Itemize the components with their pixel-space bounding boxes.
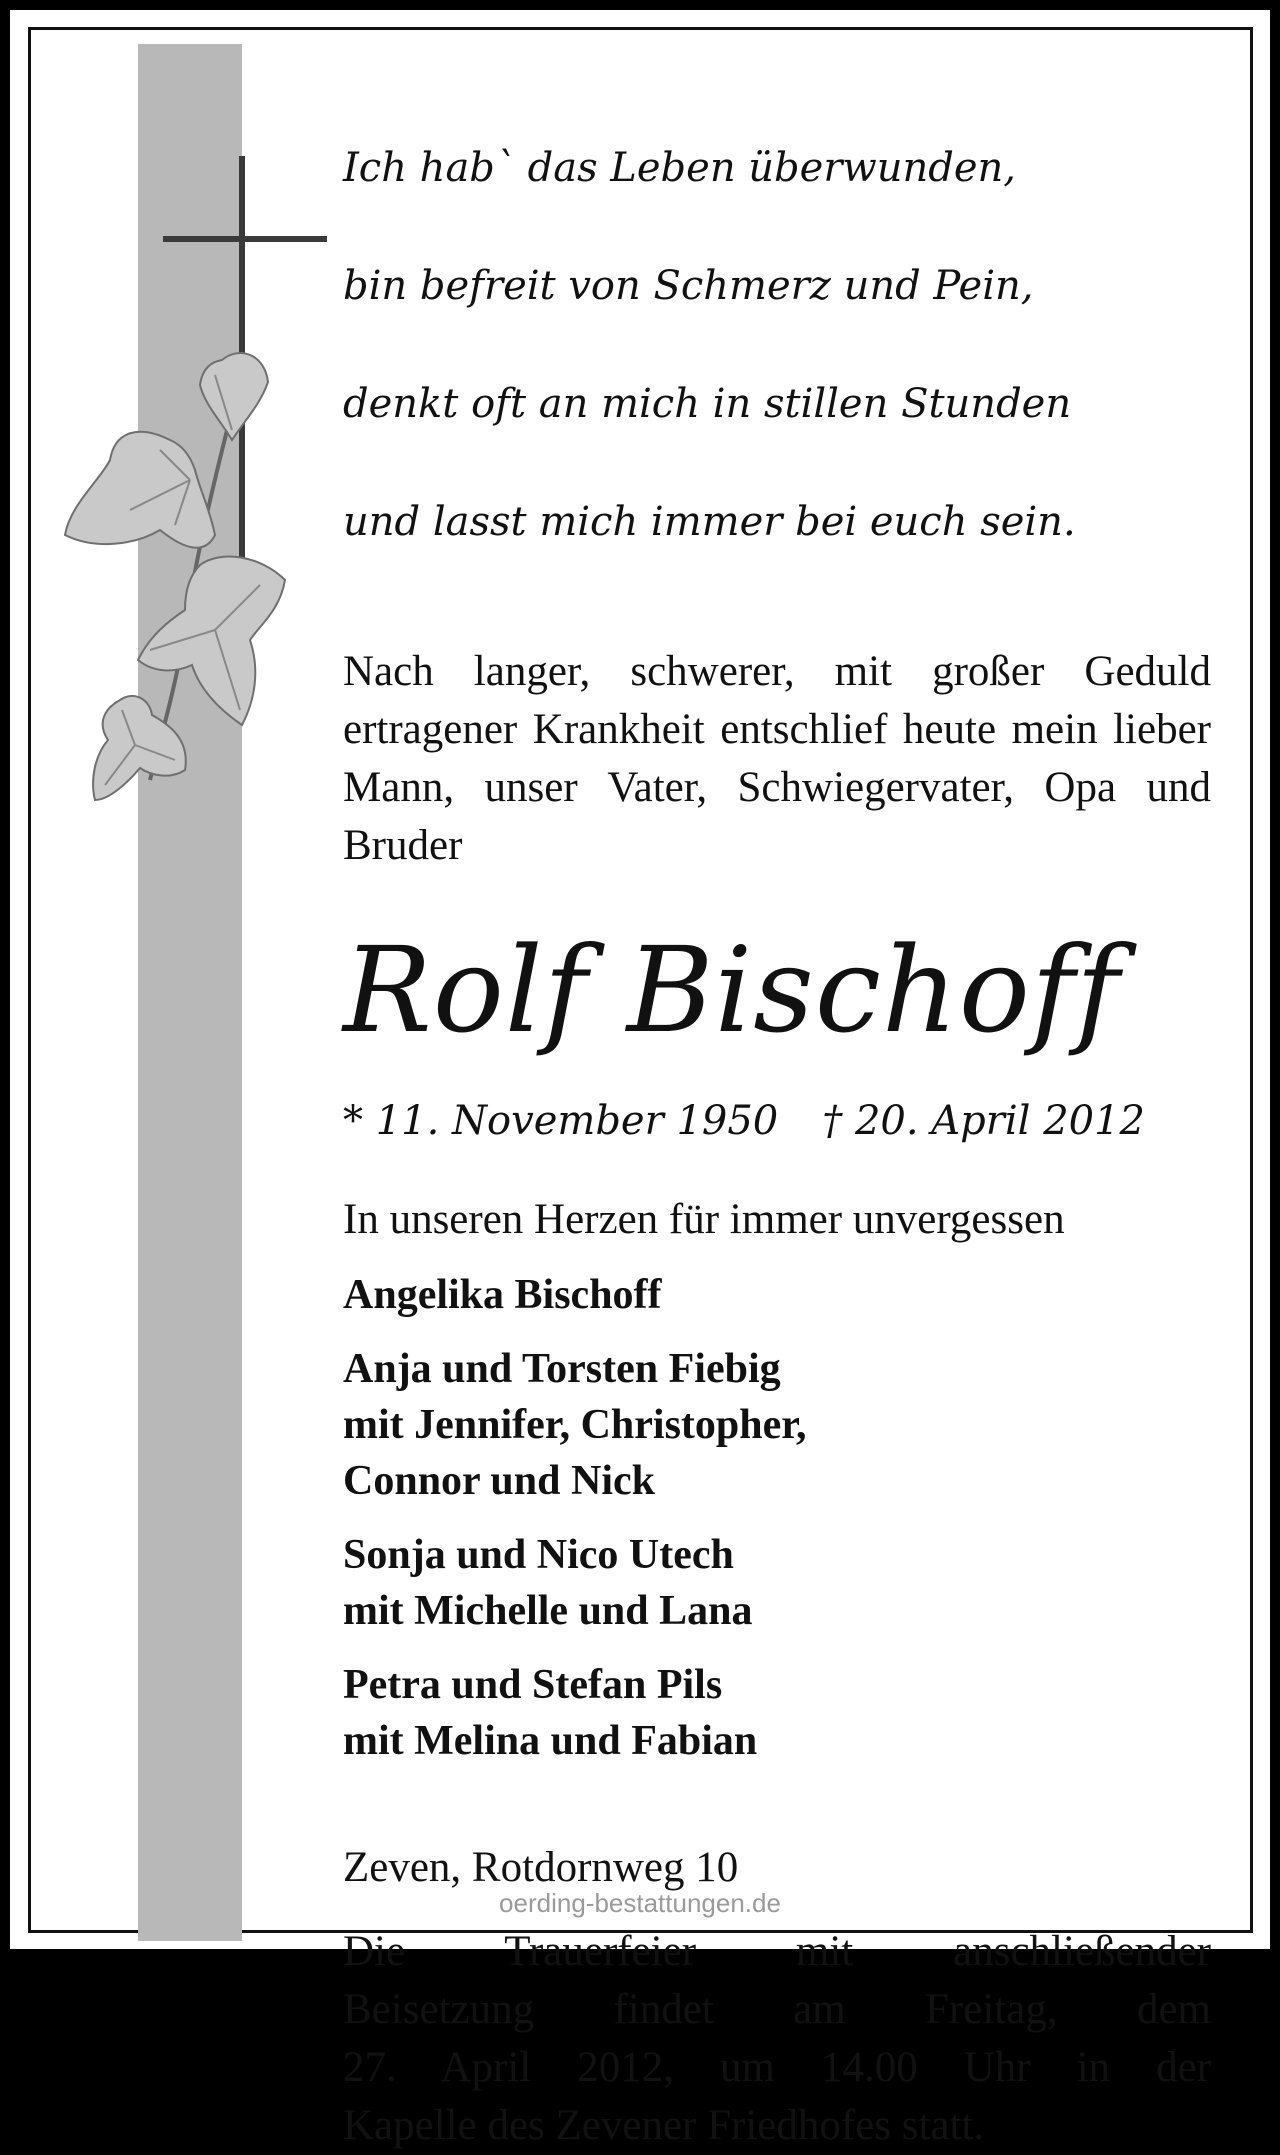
family-line: Angelika Bischoff <box>343 1272 662 1318</box>
gray-stripe <box>138 44 242 1941</box>
address: Zeven, Rotdornweg 10 <box>343 1844 739 1891</box>
ceremony-line: 27. April 2012, um 14.00 Uhr in der <box>343 2044 1211 2091</box>
family-group <box>343 1527 1211 1639</box>
life-dates <box>343 1093 1211 1149</box>
intro-text: Nach langer, schwerer, mit großer Geduld ertragener Krankheit entschlief heute mein lieber Mann, unser Vater, Schwiegervater, Opa und Bruder <box>343 648 1211 869</box>
family-line: Anja und Torsten Fiebig <box>343 1346 781 1392</box>
family-group <box>343 1341 1211 1509</box>
ceremony-line: Beisetzung findet am Freitag, dem <box>343 1986 1211 2033</box>
family-line: mit Michelle und Lana <box>343 1588 753 1634</box>
poem-line: und lasst mich immer bei euch sein. <box>343 499 1076 545</box>
family-line: Sonja und Nico Utech <box>343 1532 734 1578</box>
poem-line: denkt oft an mich in stillen Stunden <box>343 381 1072 427</box>
obituary-card <box>10 10 1270 2149</box>
deceased-name: Rolf Bischoff <box>343 921 1121 1059</box>
family-line: Petra und Stefan Pils <box>343 1662 723 1708</box>
obituary-text <box>343 80 1211 2155</box>
ceremony-notice <box>343 1923 1211 2155</box>
family-line: mit Jennifer, Christopher, <box>343 1402 807 1448</box>
family-line: mit Melina und Fabian <box>343 1718 758 1764</box>
poem <box>343 80 1211 611</box>
poem-line: Ich hab` das Leben überwunden, <box>343 145 1016 191</box>
family-line: Connor und Nick <box>343 1458 656 1504</box>
memorial-line: In unseren Herzen für immer unvergessen <box>343 1196 1065 1243</box>
family-group <box>343 1657 1211 1769</box>
death-date: † 20. April 2012 <box>822 1098 1145 1144</box>
family-group <box>343 1267 1211 1323</box>
ceremony-line: Kapelle des Zevener Friedhofes statt. <box>343 2102 985 2149</box>
poem-line: bin befreit von Schmerz und Pein, <box>343 263 1034 309</box>
birth-date: * 11. November 1950 <box>343 1098 779 1144</box>
ceremony-line: Die Trauerfeier mit anschließender <box>343 1928 1211 1975</box>
footer-website: oerding-bestattungen.de <box>499 1888 781 1918</box>
